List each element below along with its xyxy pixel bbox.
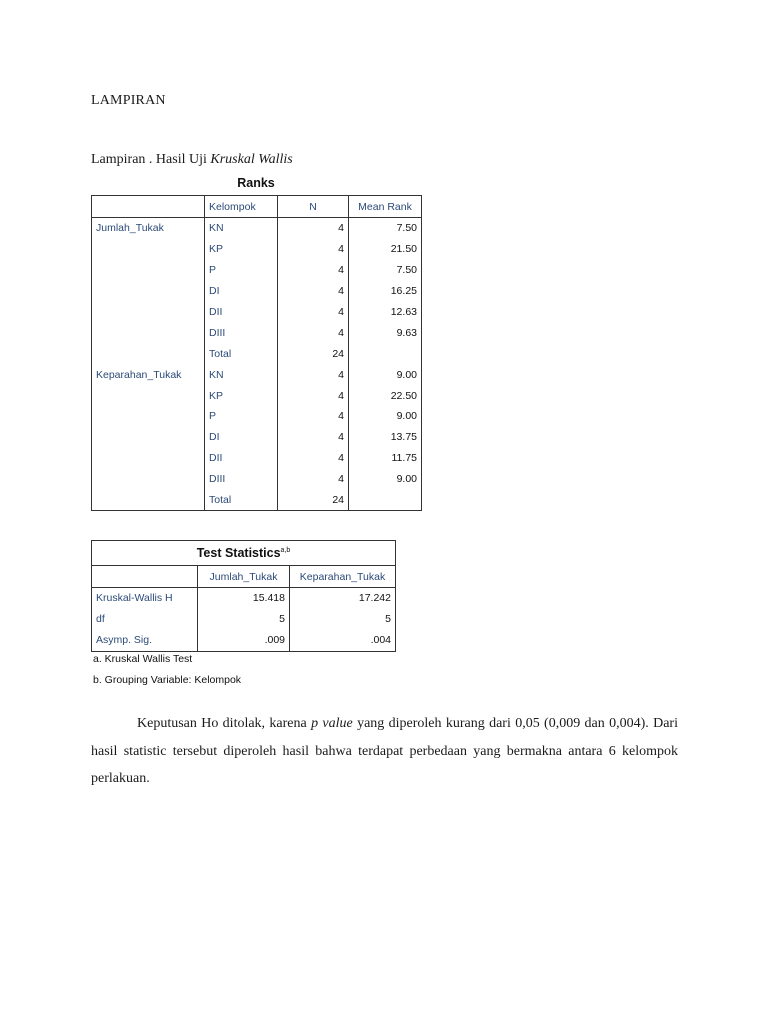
appendix-subheading bbox=[91, 152, 293, 168]
table-row bbox=[92, 609, 396, 630]
ranks-kelompok-cell: Total bbox=[205, 343, 278, 364]
ranks-variable-cell bbox=[92, 302, 205, 323]
stats-jumlah-cell: 5 bbox=[198, 609, 290, 630]
ranks-n-cell: 4 bbox=[278, 239, 349, 260]
ranks-kelompok-cell: DIII bbox=[205, 469, 278, 490]
table-row bbox=[92, 302, 422, 323]
ranks-variable-cell bbox=[92, 239, 205, 260]
ranks-kelompok-cell: DI bbox=[205, 427, 278, 448]
ranks-variable-cell bbox=[92, 448, 205, 469]
ranks-variable-cell bbox=[92, 281, 205, 302]
subheading-prefix: Lampiran . Hasil Uji bbox=[91, 152, 211, 167]
ranks-kelompok-cell: DII bbox=[205, 448, 278, 469]
table-row bbox=[92, 406, 422, 427]
ranks-kelompok-cell: KN bbox=[205, 364, 278, 385]
ranks-mean-rank-cell: 13.75 bbox=[390, 431, 417, 444]
ranks-header-mean-rank: Mean Rank bbox=[349, 196, 422, 218]
ranks-mean-rank-cell bbox=[349, 343, 422, 364]
ranks-mean-rank-cell: 22.50 bbox=[390, 389, 417, 402]
ranks-n-cell: 4 bbox=[278, 385, 349, 406]
ranks-header-n: N bbox=[278, 196, 349, 218]
ranks-n-cell: 4 bbox=[278, 322, 349, 343]
ranks-kelompok-cell: P bbox=[205, 406, 278, 427]
ranks-n-cell: 24 bbox=[278, 343, 349, 364]
ranks-mean-rank-cell: 16.25 bbox=[390, 285, 417, 298]
stats-label-cell: df bbox=[92, 609, 198, 630]
ranks-n-cell: 4 bbox=[278, 260, 349, 281]
stats-keparahan-cell: 17.242 bbox=[358, 592, 391, 605]
ranks-mean-rank-cell: 7.50 bbox=[396, 222, 417, 235]
table-row bbox=[92, 364, 422, 385]
ranks-n-cell: 4 bbox=[278, 406, 349, 427]
ranks-variable-cell bbox=[92, 343, 205, 364]
ranks-n-cell: 4 bbox=[278, 364, 349, 385]
ranks-variable-cell bbox=[92, 260, 205, 281]
footnote-b: b. Grouping Variable: Kelompok bbox=[93, 674, 242, 686]
ranks-n-cell: 4 bbox=[278, 302, 349, 323]
test-statistics-title-sup: a,b bbox=[280, 546, 291, 554]
ranks-kelompok-cell: KN bbox=[205, 218, 278, 239]
test-statistics-table bbox=[91, 540, 396, 652]
ranks-kelompok-cell: Total bbox=[205, 490, 278, 511]
stats-keparahan-cell: 5 bbox=[385, 613, 391, 626]
test-statistics-header-row bbox=[92, 566, 396, 588]
test-statistics-title-row bbox=[92, 541, 396, 566]
ranks-mean-rank-cell bbox=[349, 490, 422, 511]
ranks-mean-rank-cell: 9.00 bbox=[396, 410, 417, 423]
ranks-kelompok-cell: DIII bbox=[205, 322, 278, 343]
ranks-variable-cell bbox=[92, 406, 205, 427]
table-row bbox=[92, 322, 422, 343]
ranks-n-cell: 4 bbox=[278, 448, 349, 469]
ranks-header-row bbox=[92, 196, 422, 218]
paragraph-part1: Keputusan Ho ditolak, karena bbox=[137, 716, 312, 731]
ranks-variable-cell bbox=[92, 427, 205, 448]
table-row bbox=[92, 427, 422, 448]
ranks-variable-cell bbox=[92, 469, 205, 490]
table-row bbox=[92, 448, 422, 469]
ranks-variable-cell bbox=[92, 322, 205, 343]
table-row bbox=[92, 385, 422, 406]
stats-jumlah-cell: 15.418 bbox=[198, 588, 290, 609]
subheading-italic: Kruskal Wallis bbox=[210, 152, 293, 167]
ranks-kelompok-cell: DI bbox=[205, 281, 278, 302]
ranks-mean-rank-cell: 9.00 bbox=[396, 473, 417, 486]
ranks-n-cell: 4 bbox=[278, 469, 349, 490]
ranks-n-cell: 4 bbox=[278, 427, 349, 448]
stats-header-keparahan: Keparahan_Tukak bbox=[290, 566, 396, 588]
stats-header-blank bbox=[92, 566, 198, 588]
ranks-header-kelompok: Kelompok bbox=[205, 196, 278, 218]
ranks-kelompok-cell: DII bbox=[205, 302, 278, 323]
stats-jumlah-cell: .009 bbox=[198, 630, 290, 651]
ranks-n-cell: 4 bbox=[278, 218, 349, 239]
ranks-n-cell: 24 bbox=[278, 490, 349, 511]
ranks-variable-cell bbox=[92, 385, 205, 406]
paragraph-italic: p value bbox=[311, 716, 353, 731]
stats-header-jumlah: Jumlah_Tukak bbox=[198, 566, 290, 588]
table-row bbox=[92, 490, 422, 511]
ranks-mean-rank-cell: 9.63 bbox=[396, 326, 417, 339]
table-row bbox=[92, 239, 422, 260]
ranks-kelompok-cell: KP bbox=[205, 239, 278, 260]
table-row bbox=[92, 588, 396, 609]
footnote-a: a. Kruskal Wallis Test bbox=[93, 653, 193, 665]
stats-label-cell: Asymp. Sig. bbox=[92, 630, 198, 651]
ranks-mean-rank-cell: 21.50 bbox=[390, 243, 417, 256]
ranks-mean-rank-cell: 12.63 bbox=[390, 306, 417, 318]
table-row bbox=[92, 218, 422, 239]
ranks-variable-cell bbox=[92, 490, 205, 511]
document-heading: LAMPIRAN bbox=[91, 93, 166, 108]
test-statistics-title bbox=[92, 541, 396, 566]
ranks-header-variable bbox=[92, 196, 205, 218]
ranks-mean-rank-cell: 11.75 bbox=[391, 452, 417, 465]
stats-label-cell: Kruskal-Wallis H bbox=[92, 588, 198, 609]
ranks-kelompok-cell: KP bbox=[205, 385, 278, 406]
ranks-mean-rank-cell: 7.50 bbox=[396, 264, 417, 277]
ranks-mean-rank-cell: 9.00 bbox=[396, 368, 417, 381]
table-row bbox=[92, 469, 422, 490]
ranks-n-cell: 4 bbox=[278, 281, 349, 302]
test-statistics-title-text: Test Statistics bbox=[196, 546, 281, 560]
paragraph-part2: yang diperoleh kurang dari 0,05 (0,009 dan 0,004). Dari hasil statistic tersebut diperoleh hasil bahwa terdapat perbedaan yang bermakna antara 6 kelompok perlakuan. bbox=[91, 716, 678, 786]
table-row bbox=[92, 343, 422, 364]
conclusion-paragraph bbox=[91, 710, 678, 793]
ranks-title: Ranks bbox=[237, 176, 275, 190]
ranks-table bbox=[91, 195, 422, 511]
stats-keparahan-cell: .004 bbox=[370, 634, 391, 647]
table-row bbox=[92, 281, 422, 302]
table-row bbox=[92, 260, 422, 281]
ranks-variable-cell: Jumlah_Tukak bbox=[92, 218, 205, 239]
ranks-kelompok-cell: P bbox=[205, 260, 278, 281]
table-row bbox=[92, 630, 396, 651]
ranks-variable-cell: Keparahan_Tukak bbox=[92, 364, 205, 385]
